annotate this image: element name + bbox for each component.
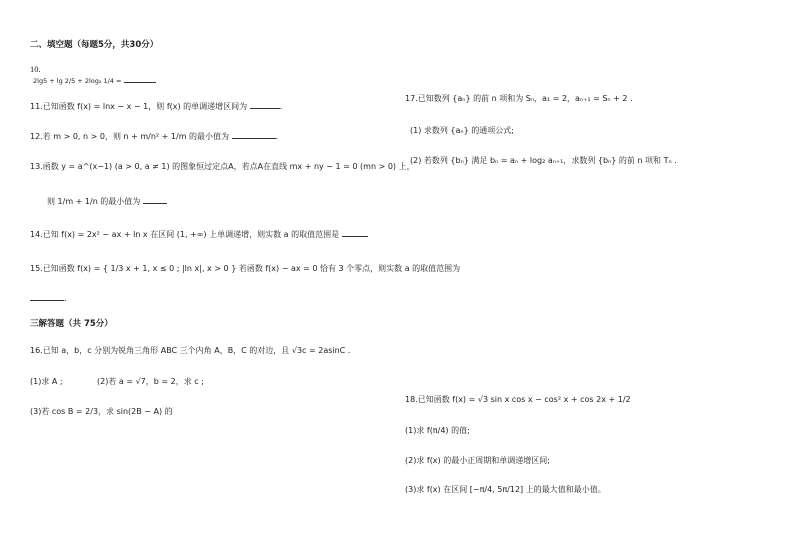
q18-part3: (3)求 f(x) 在区间 [−π/4, 5π/12] 上的最大值和最小值。 — [405, 485, 606, 494]
q12-answer-blank — [232, 129, 276, 139]
q13-line2 — [47, 194, 167, 208]
q14-answer-blank — [342, 227, 368, 237]
q15-line2 — [30, 291, 67, 305]
q13-line1: 13.函数 y = a^(x−1) (a > 0, a ≠ 1) 的图象恒过定点A，若点A在直线 mx + ny − 1 = 0 (mn > 0) 上， — [30, 162, 415, 171]
q12-text: 12.若 m > 0, n > 0，则 n + m/n² + 1/m 的最小值为 — [30, 132, 230, 141]
q18-part1: (1)求 f(π/4) 的值; — [405, 426, 470, 435]
q14-text: 14.已知 f(x) = 2x² − ax + ln x 在区间 (1, +∞) 上单调递增，则实数 a 的取值范围是 — [30, 230, 340, 239]
q16-stem: 16.已知 a，b，c 分别为锐角三角形 ABC 三个内角 A，B，C 的对边，且 √3c = 2asinC . — [30, 346, 351, 355]
q15-line1: 15.已知函数 f(x) = { 1/3 x + 1, x ≤ 0 ; |ln x|, x > 0 } 若函数 f(x) − ax = 0 恰有 3 个零点，则实数 a 的取值范围为 — [30, 264, 461, 273]
section-2-heading: 二、填空题（每题5分，共30分） — [30, 40, 159, 50]
q13-line2-text: 则 1/m + 1/n 的最小值为 — [47, 197, 141, 206]
q15-line2-text: . — [64, 294, 67, 303]
section-3-heading: 三解答题（共 75分） — [30, 319, 113, 329]
q11-answer-blank — [250, 99, 280, 109]
q15-answer-blank — [30, 291, 64, 301]
q11-text: 11.已知函数 f(x) = lnx − x − 1，则 f(x) 的单调递增区间为 — [30, 102, 248, 111]
q16-part3: (3)若 cos B = 2/3，求 sin(2B − A) 的 — [30, 407, 173, 416]
q13-answer-blank — [143, 194, 167, 204]
q14 — [30, 227, 368, 241]
q16-part1: (1)求 A ; — [30, 377, 63, 386]
q10-number: 10. — [30, 64, 41, 74]
q10-answer-blank — [124, 73, 156, 83]
q18-stem: 18.已知函数 f(x) = √3 sin x cos x − cos² x + cos 2x + 1/2 — [405, 395, 631, 404]
q17-part2: (2) 若数列 {bₙ} 满足 bₙ = aₙ + log₂ aₙ₊₁，求数列 {bₙ} 的前 n 项和 Tₙ . — [410, 156, 677, 165]
q16-part2: (2)若 a = √7，b = 2，求 c ; — [97, 377, 204, 386]
q12: 12.若 m > 0, n > 0，则 n + m/n² + 1/m 的最小值为 . — [30, 129, 278, 143]
q11: 11.已知函数 f(x) = lnx − x − 1，则 f(x) 的单调递增区间为 . — [30, 99, 282, 113]
q10-expression — [33, 73, 156, 87]
q10-expression-text: 2lg5 + lg 2/5 + 2log₂ 1/4 = — [33, 77, 122, 85]
q18-part2: (2)求 f(x) 的最小正周期和单调递增区间; — [405, 456, 550, 465]
q17-stem: 17.已知数列 {aₙ} 的前 n 项和为 Sₙ，a₁ = 2，aₙ₊₁ = Sₙ + 2 . — [405, 94, 633, 103]
q17-part1: (1) 求数列 {aₙ} 的通项公式; — [410, 126, 514, 135]
